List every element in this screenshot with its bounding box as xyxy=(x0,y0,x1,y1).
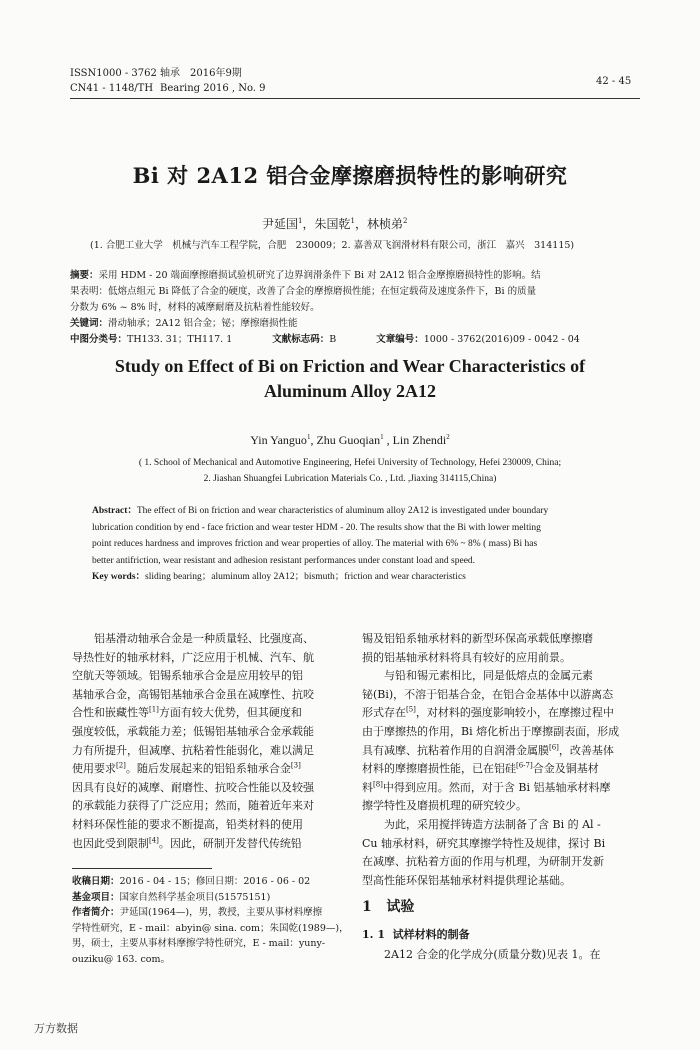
footnote-text: 国家自然科学基金项目(51575151) xyxy=(119,891,271,903)
affiliation-cn: (1. 合肥工业大学 机械与汽车工程学院，合肥 230009；2. 嘉善双飞润滑材料有限公司，浙江 嘉兴 314115) xyxy=(90,240,575,251)
body-line: 损的铝基轴承材料将具有较好的应用前景。 xyxy=(362,650,571,664)
journal-name-en: Bearing 2016 , No. 9 xyxy=(160,83,266,94)
body-right-last xyxy=(384,946,601,965)
issn: ISSN1000 - 3762 xyxy=(70,68,157,79)
keywords-en-label: Key words： xyxy=(92,572,146,582)
author-en-1-sup: 1 xyxy=(306,433,311,441)
citation: [2] xyxy=(116,761,126,770)
body-line xyxy=(362,760,634,779)
body-line: 空航天等领域。铝锡系轴承合金是应用较早的铝 xyxy=(72,669,303,683)
body-line: 力有所提升，但减摩、抗粘着性能弱化，难以满足 xyxy=(72,743,314,757)
body-line: 材料环保性能的要求不断提高，铅类材料的使用 xyxy=(72,817,303,831)
doc-code-value: B xyxy=(329,334,337,345)
body-line: 在减摩、抗粘着方面的作用与机理，为研制开发新 xyxy=(362,855,604,869)
body-text: 材料的摩擦磨损性能，已在铝硅 xyxy=(362,762,516,776)
authors-en: Yin Yanguo$^1$, Zhu Guoqian$^1$ , Lin Zhendi$^2$ xyxy=(250,433,450,447)
author-cn-2: 朱国乾 xyxy=(314,217,351,231)
watermark: 万方数据 xyxy=(34,1022,78,1035)
author-cn-2-sup: 1 xyxy=(350,217,355,225)
footnote-label: 收稿日期： xyxy=(72,876,120,887)
body-line: 导热性好的轴承材料，广泛应用于机械、汽车、航 xyxy=(72,650,314,664)
abstract-en-line: point reduces hardness and improves friction and wear properties of alloy. The material with 6% ~ 8% ( mass) Bi has xyxy=(92,539,538,549)
classification-line xyxy=(70,332,580,348)
citation: [6] xyxy=(549,742,559,751)
keywords-cn xyxy=(70,316,580,332)
body-line: 铋(Bi)，不溶于铝基合金，在铝合金基体中以游离态 xyxy=(362,687,614,701)
keywords-cn-text: 滑动轴承；2A12 铝合金；铋；摩擦磨损性能 xyxy=(108,318,298,329)
title-en-line-1: Study on Effect of Bi on Friction and Wear Characteristics of xyxy=(114,356,586,376)
body-text: 合金及铜基材 xyxy=(532,762,599,776)
subsection-heading xyxy=(362,926,470,942)
authors-cn: 尹延国$^1$，朱国乾$^1$，林桢弟$^2$ xyxy=(262,217,408,231)
footnote-dates xyxy=(72,874,340,890)
citation: [5] xyxy=(406,705,416,714)
abstract-en-label: Abstract： xyxy=(92,506,137,516)
body-left-column xyxy=(72,630,340,853)
keywords-en-text: sliding bearing；aluminum alloy 2A12；bismuth；friction and wear characteristics xyxy=(145,572,466,582)
abstract-en-line xyxy=(92,503,640,520)
keywords-en xyxy=(92,569,640,586)
abstract-cn-line xyxy=(70,268,580,284)
abstract-en-line: lubrication condition by end - face friction and wear tester HDM - 20. The results show that the Bi with lower melting xyxy=(92,522,541,533)
footnote xyxy=(72,874,349,967)
footnote-label: 作者简介： xyxy=(72,907,120,918)
footnote-rule xyxy=(72,868,212,869)
clc-value: TH133. 31；TH117. 1 xyxy=(127,334,233,345)
body-text: 。随后发展起来的铝铅系轴承合金 xyxy=(125,762,291,776)
body-line xyxy=(362,779,634,798)
body-text: 合性和嵌藏性等 xyxy=(72,706,149,720)
body-line: 擦学特性及磨损机理的研究较少。 xyxy=(362,799,527,813)
footnote-text: 尹延国(1964—)，男，教授，主要从事材料摩擦 xyxy=(119,907,323,918)
doc-code-label: 文献标志码： xyxy=(272,334,330,345)
abstract-cn-label: 摘要： xyxy=(70,270,99,281)
author-en-2: Zhu Guoqian xyxy=(316,433,381,447)
affiliation-en-line-1: ( 1. School of Mechanical and Automotive Engineering, Hefei University of Technology, Hefei 230009, China; xyxy=(138,458,562,468)
footnote-line: ouziku@ 163. com。 xyxy=(72,953,170,965)
journal-name-cn: 轴承 xyxy=(160,68,180,79)
footnote-text: 2016 - 04 - 15；修回日期：2016 - 06 - 02 xyxy=(119,876,311,887)
citation: [6-7] xyxy=(516,761,533,770)
body-line: 2A12 合金的化学成分(质量分数)见表 1。在 xyxy=(384,948,601,961)
body-text: 也因此受到限制 xyxy=(72,836,149,850)
abstract-en xyxy=(92,503,640,586)
abstract-en-text: The effect of Bi on friction and wear characteristics of aluminum alloy 2A12 is investigated under boundary xyxy=(136,506,549,516)
body-line xyxy=(362,704,634,723)
body-text: 形式存在 xyxy=(362,706,406,720)
body-line: 的承载能力获得了广泛应用；然而，随着近年来对 xyxy=(72,799,314,813)
body-line: Cu 轴承材料，研究其摩擦学特性及规律，探讨 Bi xyxy=(362,836,606,850)
footnote-label: 基金项目： xyxy=(72,891,120,903)
author-en-2-sup: 1 xyxy=(380,433,384,441)
article-no-value: 1000 - 3762(2016)09 - 0042 - 04 xyxy=(423,334,580,345)
body-line: 型高性能环保铝基轴承材料提供理论基础。 xyxy=(362,873,571,887)
body-right-column xyxy=(362,630,634,890)
section-number: 1 xyxy=(362,899,372,915)
abstract-cn-line: 分数为 6% ~ 8% 时，材料的减摩耐磨及抗粘着性能较好。 xyxy=(70,302,320,313)
body-text: 使用要求 xyxy=(72,762,116,776)
body-line: 为此，采用搅拌铸造方法制备了含 Bi 的 Al - xyxy=(384,817,601,831)
author-cn-1: 尹延国 xyxy=(262,217,299,231)
title-cn: Bi 对 2A12 铝合金摩擦磨损特性的影响研究 xyxy=(132,163,568,188)
title-en-line-2: Aluminum Alloy 2A12 xyxy=(263,381,437,401)
body-line: 强度较低，承载能力差；低锡铝基轴承合金承载能 xyxy=(72,724,314,738)
journal-issue-cn: 2016年9期 xyxy=(190,68,242,79)
author-en-3: Lin Zhendi xyxy=(392,433,447,447)
body-text: ，改善基体 xyxy=(558,743,614,757)
footnote-fund xyxy=(72,890,340,906)
body-text: 具有减摩、抗粘着作用的自润滑金属膜 xyxy=(362,743,549,757)
section-title: 试验 xyxy=(386,899,415,915)
body-text: ，对材料的强度影响较小，在摩擦过程中 xyxy=(415,706,614,720)
citation: [1] xyxy=(149,705,159,714)
abstract-cn-line: 果表明：低熔点组元 Bi 降低了合金的硬度，改善了合金的摩擦磨损性能；在恒定载荷及速度条件下，Bi 的质量 xyxy=(70,286,537,297)
body-line: 由于摩擦热的作用，Bi 熔化析出于摩擦副表面，形成 xyxy=(362,724,620,738)
cn-number: CN41 - 1148/TH xyxy=(70,83,154,94)
section-heading xyxy=(362,896,414,916)
header-rule xyxy=(70,98,640,99)
body-line xyxy=(72,835,340,854)
body-text: 中得到应用。然而，对于含 Bi 铝基轴承材料摩 xyxy=(382,780,611,794)
body-text: 料 xyxy=(362,780,373,794)
body-line xyxy=(362,742,634,761)
footnote-line: 学特性研究，E - mail：abyin@ sina. com；朱国乾(1989—)， xyxy=(72,922,349,934)
citation: [8] xyxy=(373,780,383,789)
affiliation-en-line-2: 2. Jiashan Shuangfei Lubrication Materials Co. , Ltd. ,Jiaxing 314115,China) xyxy=(203,474,497,484)
abstract-en-line: better antifriction, wear resistant and adhesion resistant performances under constant load and speed. xyxy=(92,555,476,566)
body-line: 锡及铝铅系轴承材料的新型环保高承载低摩擦磨 xyxy=(362,632,593,645)
citation: [4] xyxy=(149,835,159,844)
author-cn-3: 林桢弟 xyxy=(367,217,404,231)
keywords-cn-label: 关键词： xyxy=(70,318,109,329)
body-line: 因具有良好的减摩、耐磨性、抗咬合性能以及较强 xyxy=(72,780,314,794)
body-line: 基轴承合金，高锡铝基轴承合金虽在减摩性、抗咬 xyxy=(72,687,314,701)
author-en-3-sup: 2 xyxy=(446,433,450,441)
body-text: 。因此，研制开发替代传统铅 xyxy=(158,836,302,850)
footnote-line: 男，硕士，主要从事材料摩擦学特性研究，E - mail：yuny- xyxy=(72,938,326,949)
author-cn-3-sup: 2 xyxy=(403,217,408,225)
body-line xyxy=(72,704,340,723)
clc-label: 中图分类号： xyxy=(70,334,128,345)
body-line: 铝基滑动轴承合金是一种质量轻、比强度高、 xyxy=(94,632,314,645)
author-en-1: Yin Yanguo xyxy=(250,433,307,447)
article-no-label: 文章编号： xyxy=(376,334,424,345)
author-cn-1-sup: 1 xyxy=(298,217,303,225)
subsection-number: 1. 1 xyxy=(362,928,385,941)
body-line xyxy=(72,760,340,779)
page-range: 42 - 45 xyxy=(596,76,632,87)
citation: [3] xyxy=(290,761,301,770)
footnote-author xyxy=(72,905,340,921)
abstract-cn-text: 采用 HDM - 20 端面摩擦磨损试验机研究了边界润滑条件下 Bi 对 2A12 铝合金摩擦磨损特性的影响。结 xyxy=(98,270,541,281)
body-text: 方面有较大优势，但其硬度和 xyxy=(158,706,302,720)
subsection-title: 试样材料的制备 xyxy=(392,928,470,941)
abstract-cn xyxy=(70,268,580,348)
body-line: 与铅和锡元素相比，同是低熔点的金属元素 xyxy=(384,669,593,683)
